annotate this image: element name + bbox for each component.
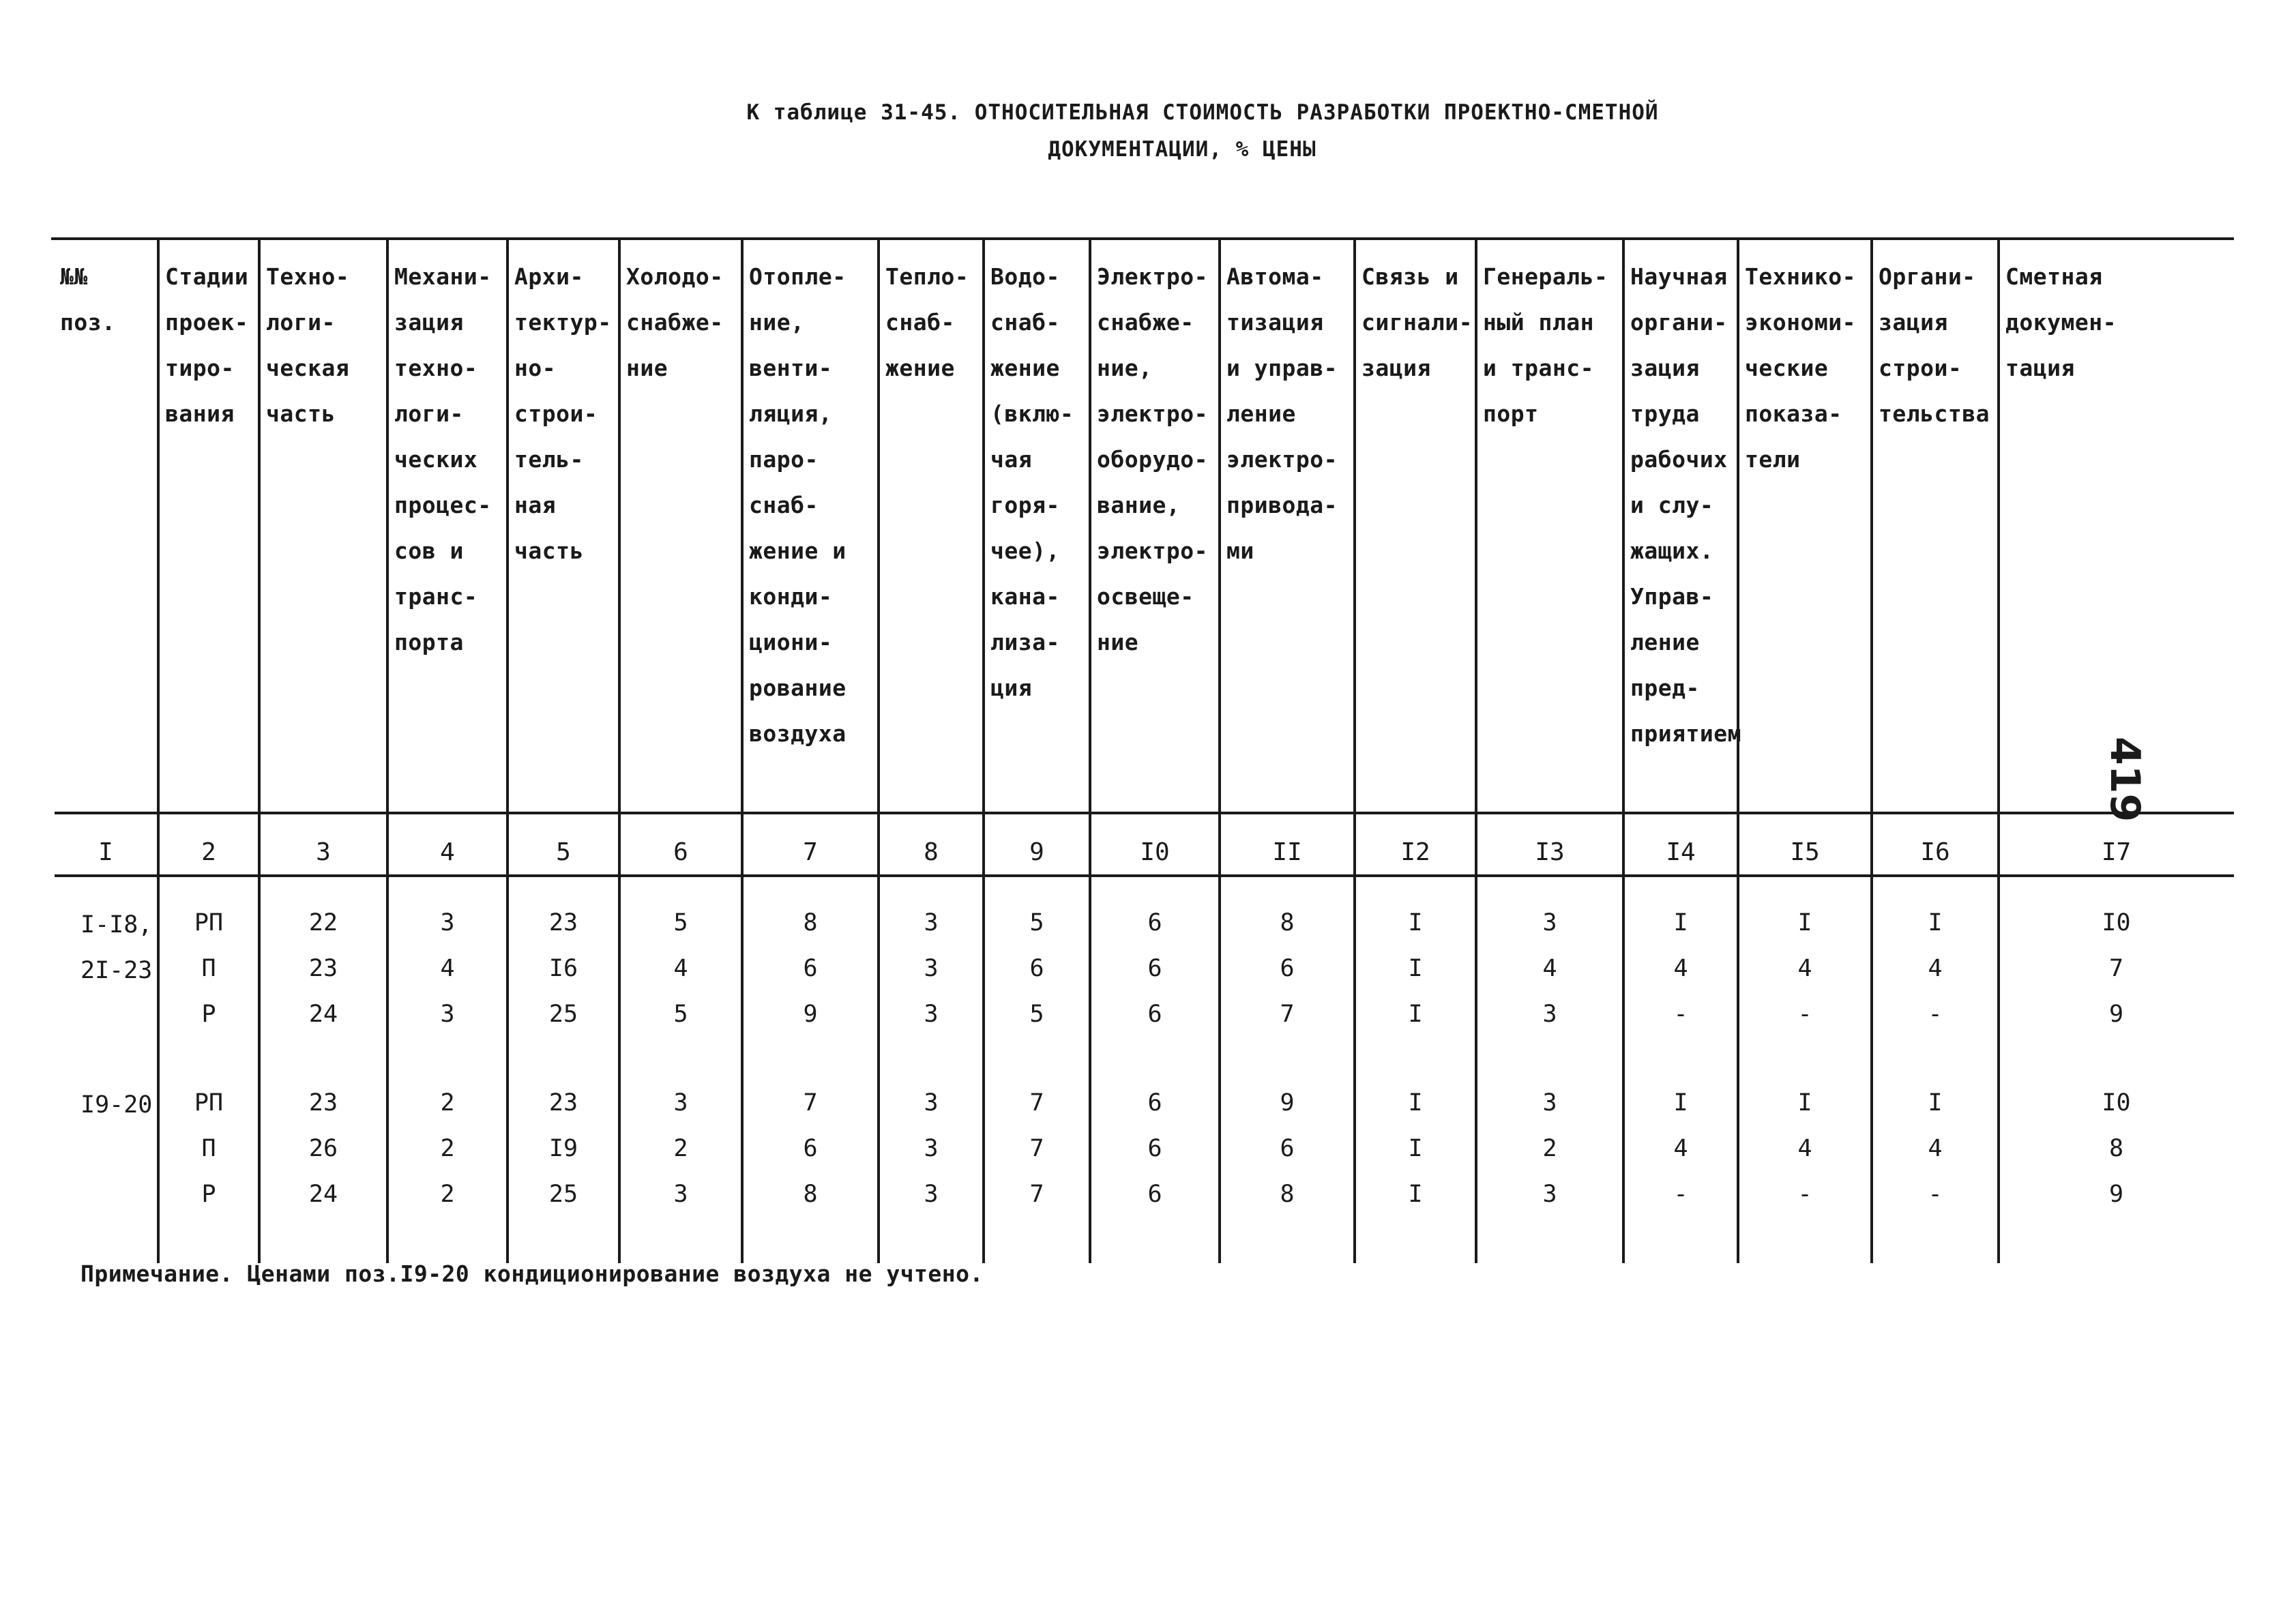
table-cell: 2 <box>440 1181 455 1208</box>
column-divider <box>1475 239 1477 1263</box>
column-divider <box>1997 239 2000 1263</box>
title-line-2: ДОКУМЕНТАЦИИ, % ЦЕНЫ <box>1048 137 1316 162</box>
table-cell: - <box>1797 1001 1812 1028</box>
table-cell: 3 <box>673 1181 688 1208</box>
table-cell: 7 <box>1280 1001 1295 1028</box>
table-cell: 25 <box>548 1181 578 1208</box>
table-cell: 3 <box>1542 1089 1557 1117</box>
position-label: I-I8, <box>80 911 153 938</box>
table-cell: 6 <box>803 955 818 982</box>
table-cell: 3 <box>924 1181 939 1208</box>
table-cell: 4 <box>673 955 688 982</box>
table-cell: 5 <box>1029 1001 1044 1028</box>
table-cell: 6 <box>803 1135 818 1162</box>
table-cell: 9 <box>2108 1181 2124 1208</box>
table-cell: П <box>201 955 216 982</box>
table-cell: I6 <box>548 955 578 982</box>
table-cell: 5 <box>1029 909 1044 936</box>
column-header-12: Связь и сигнали- зация <box>1362 263 1473 381</box>
table-cell: I <box>1673 909 1688 936</box>
table-cell: 23 <box>308 955 338 982</box>
table-cell: 8 <box>803 1181 818 1208</box>
column-number: 8 <box>924 838 939 866</box>
table-cell: 22 <box>308 909 338 936</box>
position-label: I9-20 <box>80 1091 153 1119</box>
table-note: Примечание. Ценами поз.I9-20 кондиционирование воздуха не учтено. <box>80 1260 984 1287</box>
table-cell: 2 <box>440 1135 455 1162</box>
table-cell: I <box>1673 1089 1688 1117</box>
position-label: 2I-23 <box>80 957 153 984</box>
column-divider <box>386 239 389 1263</box>
column-header-5: Архи- тектур- но- строи- тель- ная часть <box>514 263 612 564</box>
table-cell: 3 <box>673 1089 688 1117</box>
column-number: 2 <box>201 838 216 866</box>
table-cell: 3 <box>924 1089 939 1117</box>
table-cell: П <box>201 1135 216 1162</box>
table-cell: 5 <box>673 909 688 936</box>
column-number: I4 <box>1666 838 1696 866</box>
column-number: II <box>1272 838 1302 866</box>
table-cell: I <box>1408 1135 1423 1162</box>
column-divider <box>1353 239 1356 1263</box>
table-cell: I <box>1408 1089 1423 1117</box>
column-divider <box>1218 239 1221 1263</box>
table-cell: - <box>1797 1181 1812 1208</box>
table-cell: I <box>1928 1089 1943 1117</box>
table-cell: 6 <box>1280 1135 1295 1162</box>
table-cell: 6 <box>1147 1089 1162 1117</box>
table-cell: 3 <box>1542 909 1557 936</box>
column-divider <box>618 239 621 1263</box>
table-cell: I0 <box>2102 1089 2131 1117</box>
column-header-10: Электро- снабже- ние, электро- оборудо- вание, электро- освеще- ние <box>1097 263 1208 655</box>
table-cell: 6 <box>1147 1135 1162 1162</box>
table-cell: 3 <box>924 1135 939 1162</box>
column-divider <box>741 239 744 1263</box>
column-header-9: Водо- снаб- жение (вклю- чая горя- чее), кана- лиза- ция <box>990 263 1074 701</box>
table-cell: 8 <box>1280 909 1295 936</box>
header-bottom-rule <box>55 812 2234 814</box>
table-cell: 3 <box>440 1001 455 1028</box>
table-cell: 25 <box>548 1001 578 1028</box>
table-cell: 7 <box>803 1089 818 1117</box>
column-number: 3 <box>316 838 331 866</box>
column-header-6: Холодо- снабже- ние <box>626 263 724 381</box>
table-cell: 8 <box>803 909 818 936</box>
column-header-13: Генераль- ный план и транс- порт <box>1483 263 1608 427</box>
table-cell: 4 <box>1797 1135 1812 1162</box>
table-cell: 7 <box>1029 1089 1044 1117</box>
table-cell: 8 <box>2108 1135 2124 1162</box>
column-header-3: Техно- логи- ческая часть <box>266 263 350 427</box>
column-number: I5 <box>1790 838 1820 866</box>
table-cell: 7 <box>1029 1135 1044 1162</box>
table-cell: 3 <box>924 909 939 936</box>
column-header-17: Сметная докумен- тация <box>2005 263 2117 381</box>
table-cell: 2 <box>440 1089 455 1117</box>
column-number: I7 <box>2101 838 2132 866</box>
table-cell: Р <box>201 1001 216 1028</box>
title-line-1: К таблице 31-45. ОТНОСИТЕЛЬНАЯ СТОИМОСТЬ РАЗРАБОТКИ ПРОЕКТНО-СМЕТНОЙ <box>746 100 1659 125</box>
column-number: I0 <box>1140 838 1170 866</box>
column-header-11: Автома- тизация и управ- ление электро- привода- ми <box>1226 263 1338 564</box>
table-cell: 8 <box>1280 1181 1295 1208</box>
table-cell: - <box>1928 1181 1943 1208</box>
column-header-15: Технико- экономи- ческие показа- тели <box>1745 263 1856 473</box>
column-divider <box>1622 239 1625 1263</box>
table-cell: 24 <box>308 1181 338 1208</box>
table-cell: 23 <box>308 1089 338 1117</box>
table-cell: 4 <box>440 955 455 982</box>
table-cell: 6 <box>1147 1001 1162 1028</box>
table-cell: 9 <box>2108 1001 2124 1028</box>
table-cell: - <box>1673 1001 1688 1028</box>
column-number: I <box>98 838 113 866</box>
table-cell: 6 <box>1147 1181 1162 1208</box>
table-cell: 6 <box>1147 909 1162 936</box>
table-cell: 2 <box>1542 1135 1557 1162</box>
table-cell: I <box>1928 909 1943 936</box>
column-number: 9 <box>1029 838 1044 866</box>
column-number: 4 <box>440 838 455 866</box>
column-header-1: №№ поз. <box>60 263 116 336</box>
table-cell: I0 <box>2102 909 2131 936</box>
table-cell: 7 <box>1029 1181 1044 1208</box>
column-number-rule <box>55 874 2234 877</box>
table-cell: I <box>1408 955 1423 982</box>
column-number: 5 <box>556 838 571 866</box>
column-number: 7 <box>803 838 818 866</box>
table-cell: 9 <box>803 1001 818 1028</box>
table-cell: 4 <box>1673 955 1688 982</box>
table-cell: 23 <box>548 1089 578 1117</box>
table-cell: 24 <box>308 1001 338 1028</box>
table-cell: РП <box>194 909 224 936</box>
table-cell: I <box>1408 1181 1423 1208</box>
table-cell: 6 <box>1147 955 1162 982</box>
table-cell: 2 <box>673 1135 688 1162</box>
table-cell: 3 <box>1542 1181 1557 1208</box>
table-cell: 4 <box>1673 1135 1688 1162</box>
table-cell: 7 <box>2108 955 2124 982</box>
column-number: I3 <box>1535 838 1565 866</box>
column-header-8: Тепло- снаб- жение <box>885 263 969 381</box>
column-number: I6 <box>1920 838 1950 866</box>
table-cell: 6 <box>1029 955 1044 982</box>
table-cell: 26 <box>308 1135 338 1162</box>
table-cell: 3 <box>1542 1001 1557 1028</box>
table-cell: Р <box>201 1181 216 1208</box>
table-cell: - <box>1928 1001 1943 1028</box>
column-number: 6 <box>673 838 688 866</box>
table-cell: 4 <box>1928 955 1943 982</box>
table-cell: - <box>1673 1181 1688 1208</box>
column-header-2: Стадии проек- тиро- вания <box>165 263 249 427</box>
table-cell: I <box>1797 1089 1812 1117</box>
column-header-14: Научная органи- зация труда рабочих и слу- жащих. Управ- ление пред- приятием <box>1630 263 1741 747</box>
column-header-16: Органи- зация строи- тельства <box>1879 263 1990 427</box>
table-cell: I <box>1797 909 1812 936</box>
table-cell: 5 <box>673 1001 688 1028</box>
table-cell: 4 <box>1542 955 1557 982</box>
column-divider <box>1870 239 1873 1263</box>
table-cell: 3 <box>440 909 455 936</box>
table-cell: I <box>1408 1001 1423 1028</box>
table-cell: 23 <box>548 909 578 936</box>
table-cell: I9 <box>548 1135 578 1162</box>
page-number: 419 <box>2101 737 2149 823</box>
table-top-rule <box>51 237 2234 240</box>
table-cell: 3 <box>924 1001 939 1028</box>
table-cell: 9 <box>1280 1089 1295 1117</box>
column-number: I2 <box>1400 838 1430 866</box>
table-cell: I <box>1408 909 1423 936</box>
column-header-7: Отопле- ние, венти- ляция, паро- снаб- жение и конди- циони- рование воздуха <box>749 263 847 747</box>
table-cell: 4 <box>1797 955 1812 982</box>
table-cell: 4 <box>1928 1135 1943 1162</box>
column-header-4: Механи- зация техно- логи- ческих процес- сов и транс- порта <box>394 263 492 655</box>
table-cell: 6 <box>1280 955 1295 982</box>
table-cell: РП <box>194 1089 224 1117</box>
table-cell: 3 <box>924 955 939 982</box>
